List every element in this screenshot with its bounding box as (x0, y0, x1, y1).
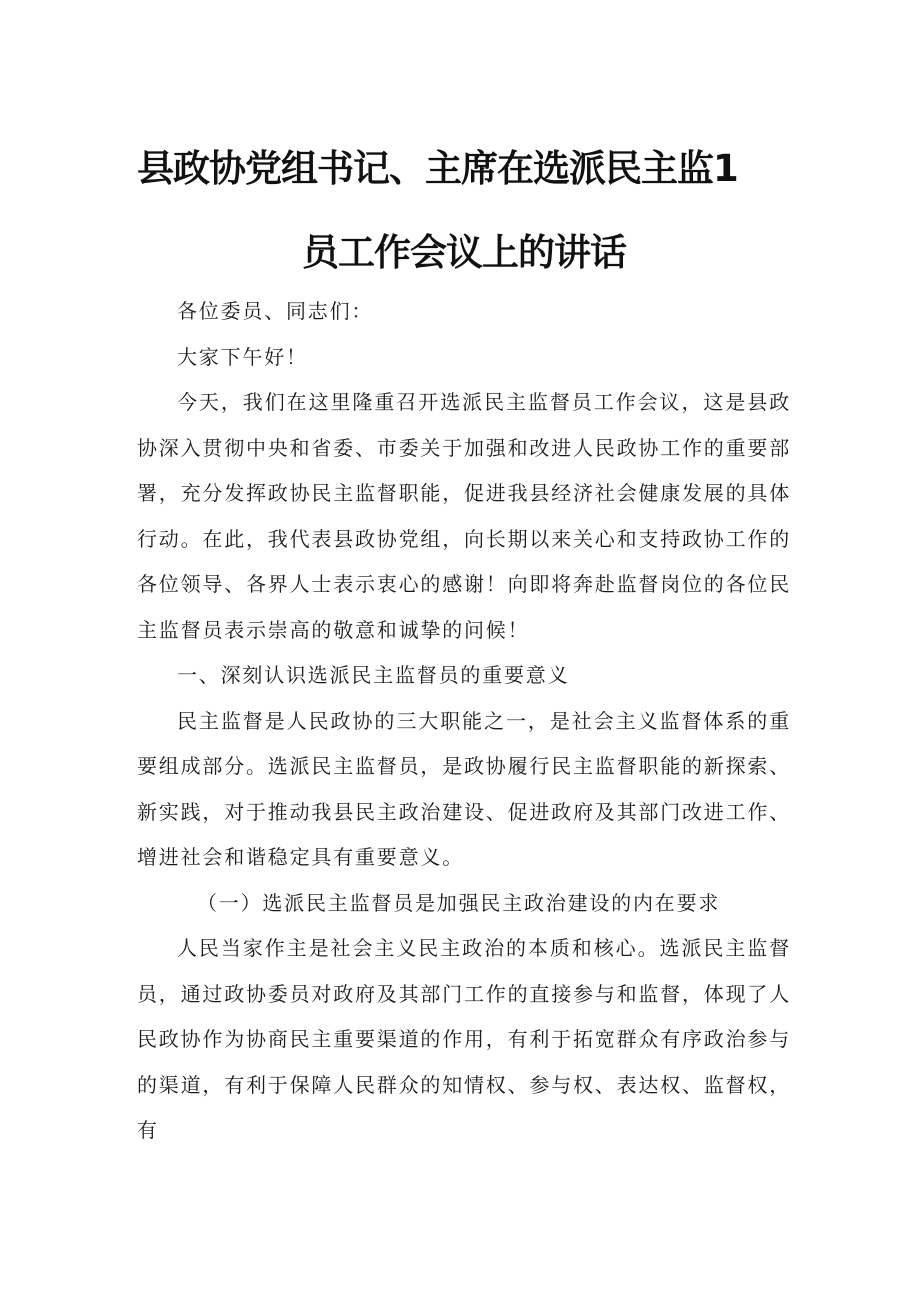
section-heading-1: 一、深刻认识选派民主监督员的重要意义 (177, 663, 570, 687)
greeting: 大家下午好！ (177, 344, 308, 369)
document-title-line-1: 县政协党组书记、主席在选派民主监1 (137, 147, 738, 190)
document-body (137, 289, 791, 1154)
salutation: 各位委员、同志们： (177, 299, 374, 323)
subsection-heading-1: （一）选派民主监督员是加强民主政治建设的内在要求 (197, 890, 721, 915)
subsection-paragraph-1: 人民当家作主是社会主义民主政治的本质和核心。选派民主监督员，通过政协委员对政府及其部门工作的直接参与和监督，体现了人民政协作为协商民主重要渠道的作用，有利于拓宽群众有序政治参与的渠道，有利于保障人民群众的知情权、参与权、表达权、监督权，有 (137, 936, 791, 1142)
opening-paragraph: 今天，我们在这里隆重召开选派民主监督员工作会议，这是县政协深入贯彻中央和省委、市委关于加强和改进人民政协工作的重要部署，充分发挥政协民主监督职能，促进我县经济社会健康发展的具体行动。在此，我代表县政协党组，向长期以来关心和支持政协工作的各位领导、各界人士表示衷心的感谢！向即将奔赴监督岗位的各位民主监督员表示崇高的敬意和诚挚的问候！ (137, 390, 791, 642)
section-paragraph-1: 民主监督是人民政协的三大职能之一，是社会主义监督体系的重要组成部分。选派民主监督员，是政协履行民主监督职能的新探索、新实践，对于推动我县民主政治建设、促进政府及其部门改进工作、增进社会和谐稳定具有重要意义。 (137, 708, 791, 869)
document-title-line-2: 员工作会议上的讲话 (302, 231, 626, 274)
